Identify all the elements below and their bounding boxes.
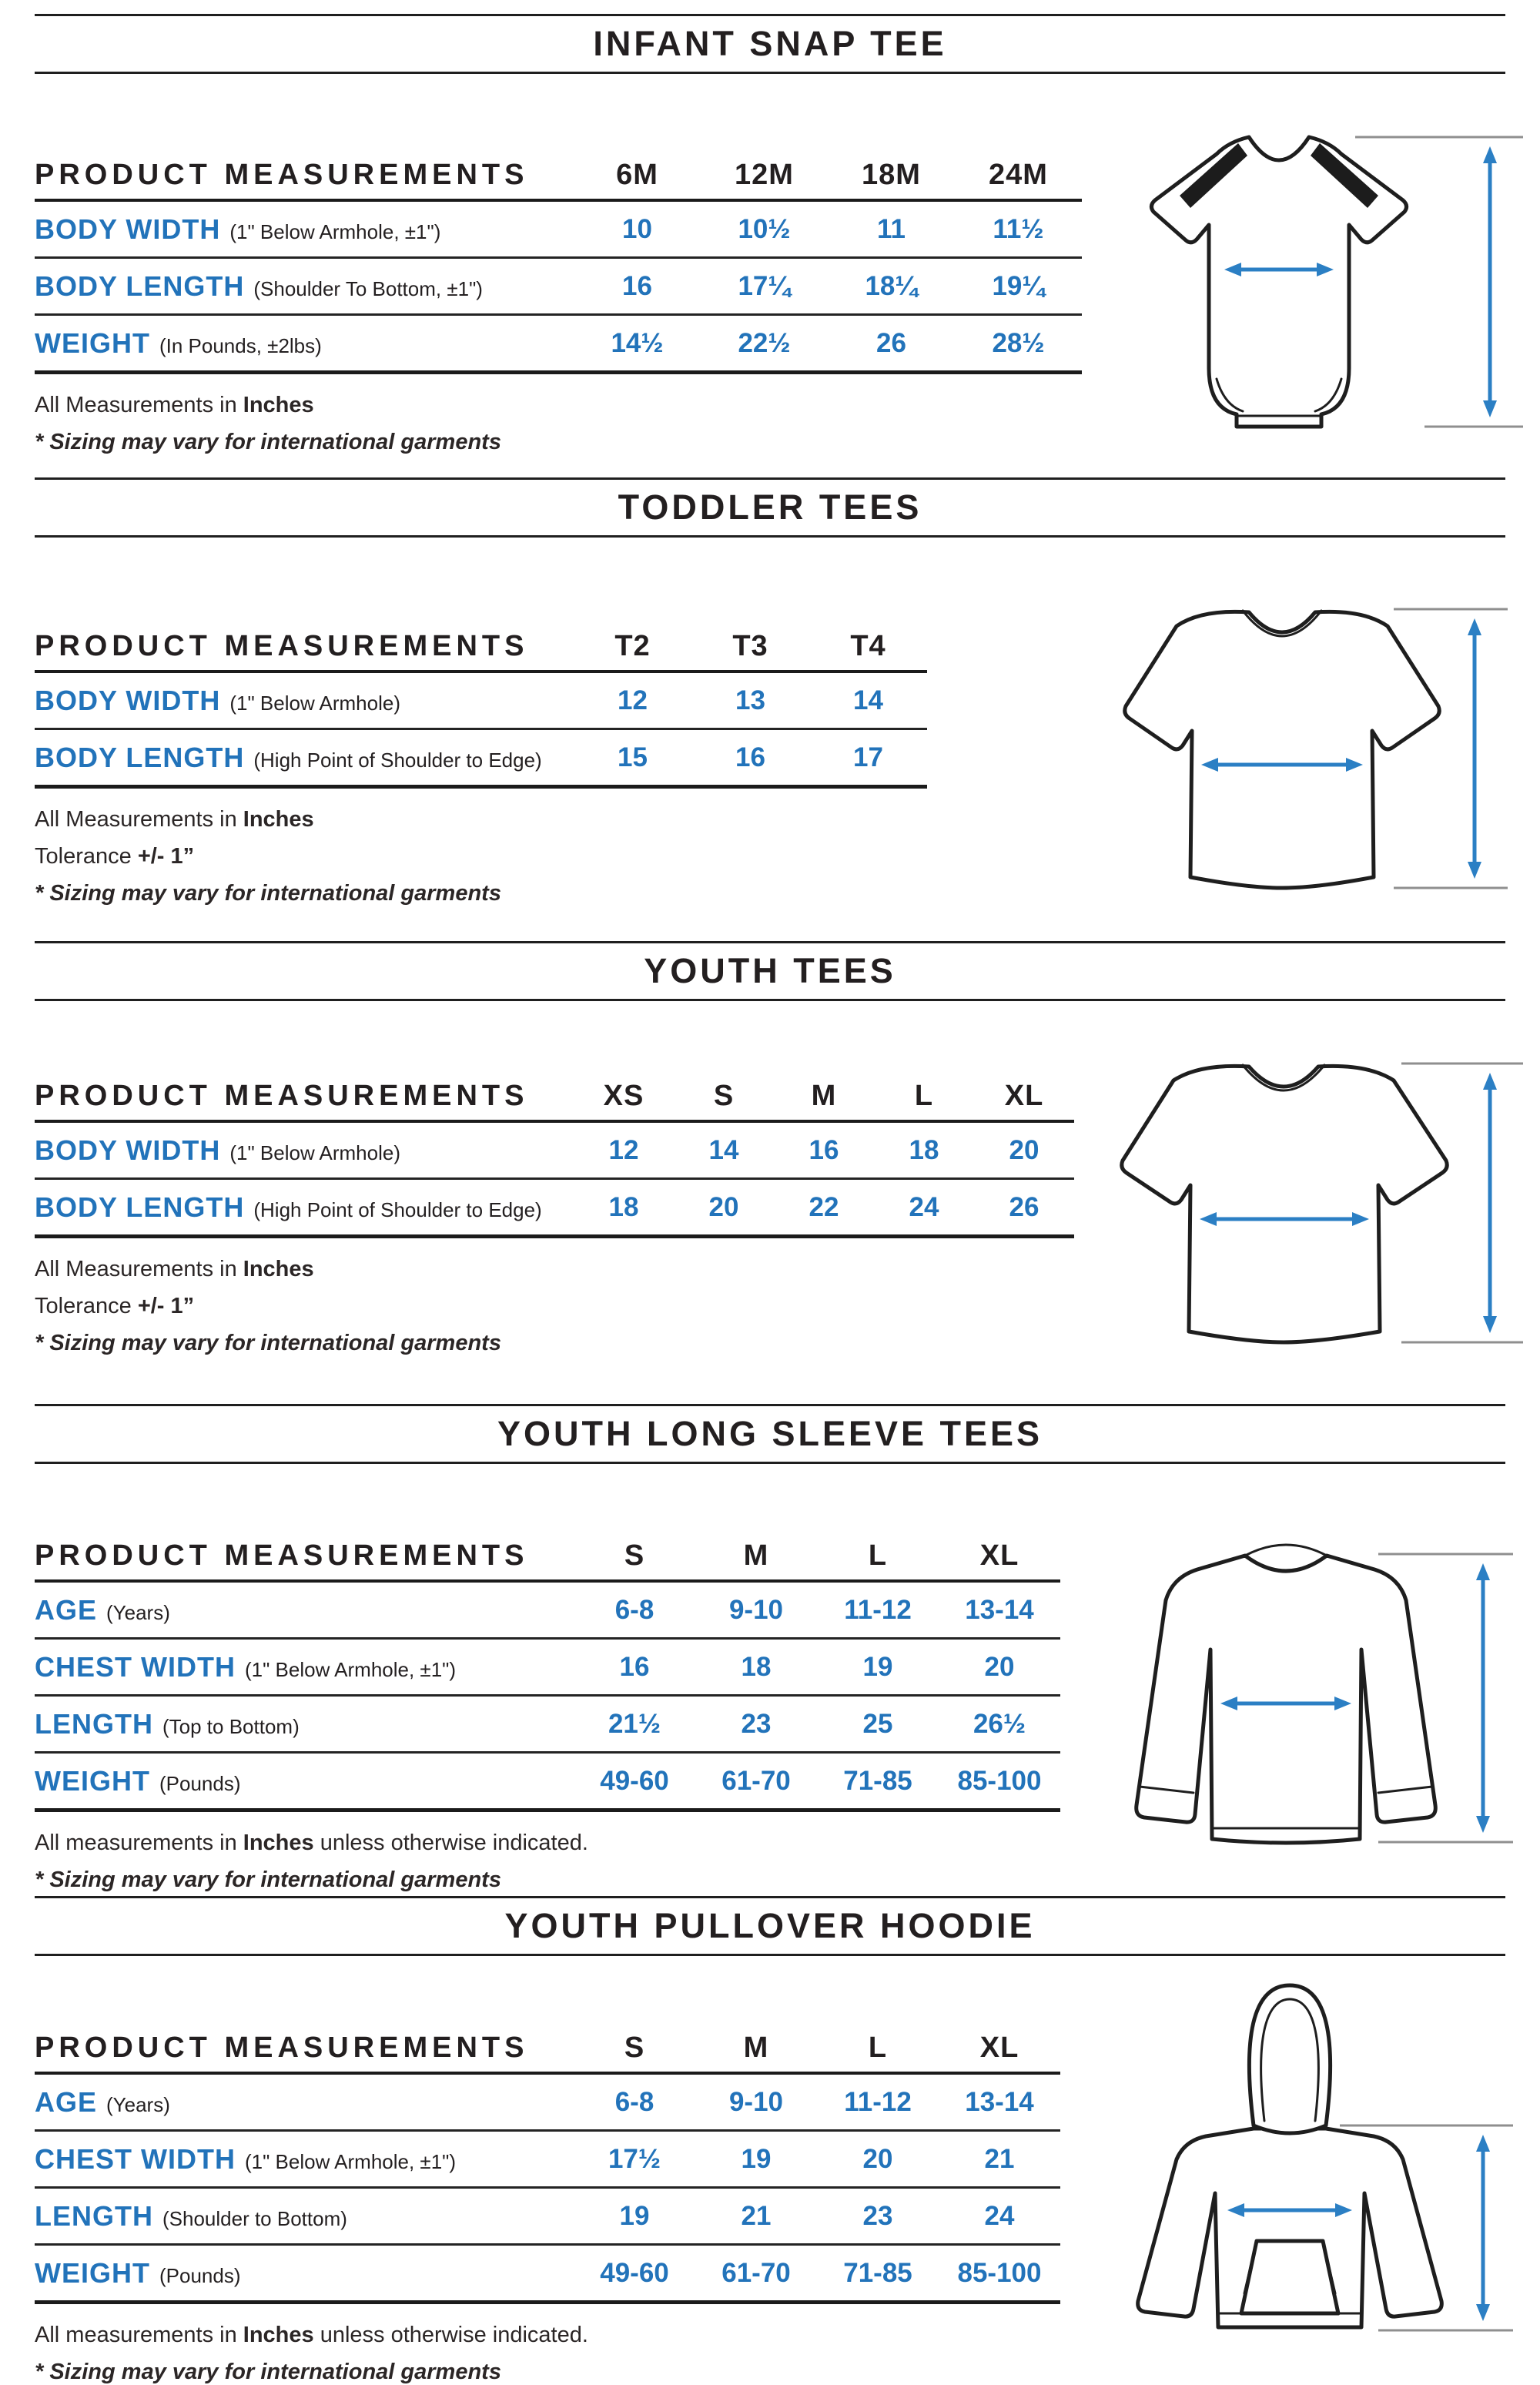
table-row [35, 2132, 1060, 2189]
body-length-arrow-icon [1468, 618, 1481, 879]
note-line [35, 2360, 1505, 2385]
cell-value: 21 [984, 2143, 1015, 2174]
note-text: Tolerance [35, 1294, 138, 1318]
measurement-sublabel: (Pounds) [159, 2263, 241, 2287]
measurement-sublabel: (1" Below Armhole, ±1") [244, 2149, 457, 2173]
table-header-row [35, 1072, 1074, 1123]
length-arrow-icon [1476, 1563, 1490, 1833]
cell-value: 23 [741, 1708, 772, 1739]
cell-value: 22½ [738, 327, 791, 358]
column-header-size: S [624, 2031, 645, 2064]
cell-value: 23 [862, 2200, 893, 2231]
measurement-label: WEIGHT [35, 327, 150, 359]
section-title: YOUTH TEES [644, 951, 896, 990]
cell-value: 17½ [608, 2143, 661, 2174]
cell-value: 14½ [611, 327, 664, 358]
table-row [35, 316, 1082, 374]
measurement-label: AGE [35, 2085, 98, 2118]
row-label-cell [35, 1765, 574, 1797]
cell-value: 20 [984, 1651, 1015, 1682]
column-header-product-measurements: PRODUCT MEASUREMENTS [35, 2031, 529, 2064]
column-header-size: M [743, 1539, 769, 1572]
row-label-cell [35, 2200, 574, 2233]
table-row [35, 730, 927, 789]
row-label-cell [35, 2086, 574, 2119]
cell-value: 14 [853, 685, 883, 715]
note-text: * Sizing may vary for international garments [35, 1867, 501, 1892]
table-header-row [35, 2024, 1060, 2075]
cell-value: 22 [808, 1191, 839, 1222]
section-title: YOUTH PULLOVER HOODIE [504, 1906, 1036, 1945]
cell-value: 12 [608, 1134, 639, 1165]
cell-value: 6-8 [614, 1594, 654, 1625]
row-label-cell [35, 1134, 574, 1167]
cell-value: 16 [619, 1651, 650, 1682]
cell-value: 18 [909, 1134, 939, 1165]
column-header-size: L [868, 2031, 888, 2064]
table-row [35, 1697, 1060, 1754]
row-label-cell [35, 1191, 574, 1224]
cell-value: 49-60 [600, 2257, 669, 2288]
measurement-label: BODY WIDTH [35, 1134, 221, 1166]
note-text: unless otherwise indicated. [313, 2323, 588, 2347]
column-header-size: L [914, 1079, 934, 1112]
column-header-size: XL [979, 2031, 1019, 2064]
note-text: * Sizing may vary for international garments [35, 881, 501, 906]
cell-value: 20 [1009, 1134, 1040, 1165]
measurement-sublabel: (1" Below Armhole) [229, 691, 400, 715]
note-text: All measurements in [35, 2323, 243, 2347]
toddler-tee-illustration [1086, 566, 1517, 913]
body-length-arrow-icon [1483, 146, 1497, 417]
measurement-label: BODY LENGTH [35, 741, 245, 773]
column-header-size: T3 [732, 629, 768, 662]
row-label-cell [35, 1708, 574, 1740]
measurement-label: LENGTH [35, 2199, 153, 2232]
cell-value: 49-60 [600, 1765, 669, 1796]
column-header-product-measurements: PRODUCT MEASUREMENTS [35, 158, 529, 191]
measurement-label: CHEST WIDTH [35, 2142, 236, 2175]
note-text: Inches [243, 1831, 314, 1855]
kangaroo-pocket [1241, 2241, 1338, 2313]
section-title-bar [35, 477, 1505, 538]
note-text: Tolerance [35, 844, 138, 869]
note-text: Inches [243, 807, 314, 832]
table-row [35, 2246, 1060, 2304]
table-row [35, 1123, 1074, 1180]
measurement-label: BODY WIDTH [35, 684, 221, 716]
infant-onesie-illustration [1101, 108, 1532, 439]
cell-value: 19 [619, 2200, 650, 2231]
section-title-bar [35, 1896, 1505, 1956]
measurement-label: LENGTH [35, 1707, 153, 1740]
youth-tee-illustration [1078, 1020, 1532, 1367]
column-header-product-measurements: PRODUCT MEASUREMENTS [35, 1539, 529, 1572]
cell-value: 10 [622, 213, 652, 244]
column-header-size: 18M [862, 158, 921, 191]
body-length-arrow-icon [1483, 1073, 1497, 1333]
cell-value: 85-100 [957, 1765, 1042, 1796]
measurement-label: BODY WIDTH [35, 213, 221, 245]
measurement-sublabel: (In Pounds, ±2lbs) [159, 333, 322, 357]
cell-value: 21½ [608, 1708, 661, 1739]
measurement-sublabel: (Years) [106, 1600, 170, 1624]
row-label-cell [35, 2143, 574, 2176]
column-header-size: L [868, 1539, 888, 1572]
column-header-size: XL [979, 1539, 1019, 1572]
measurement-label: AGE [35, 1593, 98, 1626]
length-arrow-icon [1476, 2135, 1490, 2321]
section-title: TODDLER TEES [618, 487, 922, 527]
cell-value: 19 [741, 2143, 772, 2174]
tee-outline [1122, 1066, 1447, 1342]
cell-value: 18 [608, 1191, 639, 1222]
measurement-sublabel: (Pounds) [159, 1771, 241, 1795]
note-text: All measurements in [35, 1831, 243, 1855]
note-text: * Sizing may vary for international garments [35, 2360, 501, 2384]
column-header-size: S [713, 1079, 735, 1112]
collar-arc [1245, 1545, 1327, 1556]
column-header-size: 12M [735, 158, 794, 191]
youth-long-sleeve-tee-illustration [1055, 1509, 1525, 1871]
section-title: INFANT SNAP TEE [593, 24, 947, 63]
cell-value: 20 [862, 2143, 893, 2174]
measurement-label: BODY LENGTH [35, 270, 245, 302]
measurement-sublabel: (Years) [106, 2092, 170, 2116]
row-label-cell [35, 327, 574, 360]
measurement-sublabel: (Top to Bottom) [162, 1714, 300, 1738]
table-header-row [35, 622, 927, 673]
cell-value: 24 [909, 1191, 939, 1222]
cell-value: 10½ [738, 213, 791, 244]
youth-pullover-hoodie-illustration [1055, 1962, 1525, 2363]
table-row [35, 673, 927, 730]
cell-value: 17¼ [738, 270, 791, 301]
cell-value: 71-85 [843, 1765, 912, 1796]
column-header-size: 24M [989, 158, 1048, 191]
cell-value: 11-12 [844, 1594, 912, 1625]
size-table-youth-tees [35, 1072, 1074, 1238]
cell-value: 16 [735, 742, 765, 772]
measurement-sublabel: (Shoulder to Bottom) [162, 2206, 347, 2230]
cell-value: 19¼ [992, 270, 1045, 301]
table-row [35, 1583, 1060, 1640]
note-text: +/- 1” [137, 1294, 195, 1318]
table-header-row [35, 151, 1082, 202]
cell-value: 16 [622, 270, 652, 301]
long-sleeve-tee-outline [1137, 1556, 1436, 1843]
cell-value: 71-85 [843, 2257, 912, 2288]
column-header-size: T2 [614, 629, 651, 662]
note-text: Inches [243, 393, 314, 417]
measurement-label: BODY LENGTH [35, 1191, 245, 1223]
table-row [35, 2075, 1060, 2132]
cell-value: 21 [741, 2200, 772, 2231]
measurement-label: WEIGHT [35, 1764, 150, 1797]
cell-value: 13 [735, 685, 765, 715]
measurement-label: WEIGHT [35, 2256, 150, 2289]
cell-value: 18 [741, 1651, 772, 1682]
column-header-size: M [811, 1079, 837, 1112]
row-label-cell [35, 1651, 574, 1683]
column-header-size: XL [1004, 1079, 1044, 1112]
note-text: unless otherwise indicated. [313, 1831, 588, 1855]
table-row [35, 259, 1082, 316]
note-text: Inches [243, 1257, 314, 1281]
row-label-cell [35, 742, 574, 774]
cell-value: 26 [1009, 1191, 1040, 1222]
measurement-sublabel: (High Point of Shoulder to Edge) [253, 1198, 542, 1221]
cell-value: 14 [708, 1134, 739, 1165]
cell-value: 19 [862, 1651, 893, 1682]
row-label-cell [35, 2257, 574, 2290]
note-text: All Measurements in [35, 807, 243, 832]
table-row [35, 2189, 1060, 2246]
section-title-bar [35, 941, 1505, 1001]
measurement-sublabel: (1" Below Armhole) [229, 1141, 400, 1164]
column-header-size: T4 [850, 629, 886, 662]
cell-value: 18¼ [865, 270, 918, 301]
cell-value: 12 [618, 685, 648, 715]
measurement-sublabel: (High Point of Shoulder to Edge) [253, 748, 542, 772]
table-row [35, 202, 1082, 259]
measurement-sublabel: (1" Below Armhole, ±1") [244, 1657, 457, 1681]
section-title-bar [35, 14, 1505, 74]
cell-value: 26½ [973, 1708, 1026, 1739]
cell-value: 61-70 [721, 2257, 791, 2288]
cell-value: 9-10 [728, 2086, 784, 2117]
row-label-cell [35, 685, 574, 717]
note-text: All Measurements in [35, 1257, 243, 1281]
note-text: * Sizing may vary for international garments [35, 1331, 501, 1355]
measurement-sublabel: (1" Below Armhole, ±1") [229, 219, 441, 243]
row-label-cell [35, 213, 574, 246]
table-row [35, 1180, 1074, 1238]
cell-value: 15 [618, 742, 648, 772]
size-table-toddler-tees [35, 622, 927, 789]
cell-value: 26 [876, 327, 906, 358]
cell-value: 11 [877, 213, 906, 244]
table-row [35, 1640, 1060, 1697]
measurement-label: CHEST WIDTH [35, 1650, 236, 1683]
cell-value: 9-10 [728, 1594, 784, 1625]
row-label-cell [35, 270, 574, 303]
size-table-youth-long-sleeve-tees [35, 1532, 1060, 1812]
cell-value: 28½ [992, 327, 1045, 358]
onesie-outline [1151, 137, 1406, 427]
cell-value: 17 [853, 742, 883, 772]
row-label-cell [35, 1594, 574, 1626]
note-text: Inches [243, 2323, 314, 2347]
table-header-row [35, 1532, 1060, 1583]
cell-value: 20 [708, 1191, 739, 1222]
cell-value: 25 [862, 1708, 893, 1739]
cell-value: 6-8 [614, 2086, 654, 2117]
size-table-youth-pullover-hoodie [35, 2024, 1060, 2304]
tee-outline [1125, 611, 1439, 888]
section-title: YOUTH LONG SLEEVE TEES [497, 1414, 1043, 1453]
cell-value: 16 [808, 1134, 839, 1165]
cell-value: 13-14 [965, 1594, 1034, 1625]
cell-value: 85-100 [957, 2257, 1042, 2288]
cell-value: 24 [984, 2200, 1015, 2231]
note-text: All Measurements in [35, 393, 243, 417]
note-text: +/- 1” [137, 844, 195, 869]
cell-value: 13-14 [965, 2086, 1034, 2117]
column-header-size: 6M [616, 158, 658, 191]
column-header-size: M [743, 2031, 769, 2064]
section-title-bar [35, 1404, 1505, 1464]
column-header-product-measurements: PRODUCT MEASUREMENTS [35, 1079, 529, 1112]
cell-value: 11-12 [844, 2086, 912, 2117]
cell-value: 61-70 [721, 1765, 791, 1796]
column-header-size: XS [603, 1079, 644, 1112]
measurement-sublabel: (Shoulder To Bottom, ±1") [253, 276, 483, 300]
column-header-size: S [624, 1539, 645, 1572]
table-row [35, 1754, 1060, 1812]
cell-value: 11½ [993, 213, 1044, 244]
note-text: * Sizing may vary for international garments [35, 430, 501, 454]
column-header-product-measurements: PRODUCT MEASUREMENTS [35, 629, 529, 662]
size-table-infant-snap-tee [35, 151, 1082, 374]
